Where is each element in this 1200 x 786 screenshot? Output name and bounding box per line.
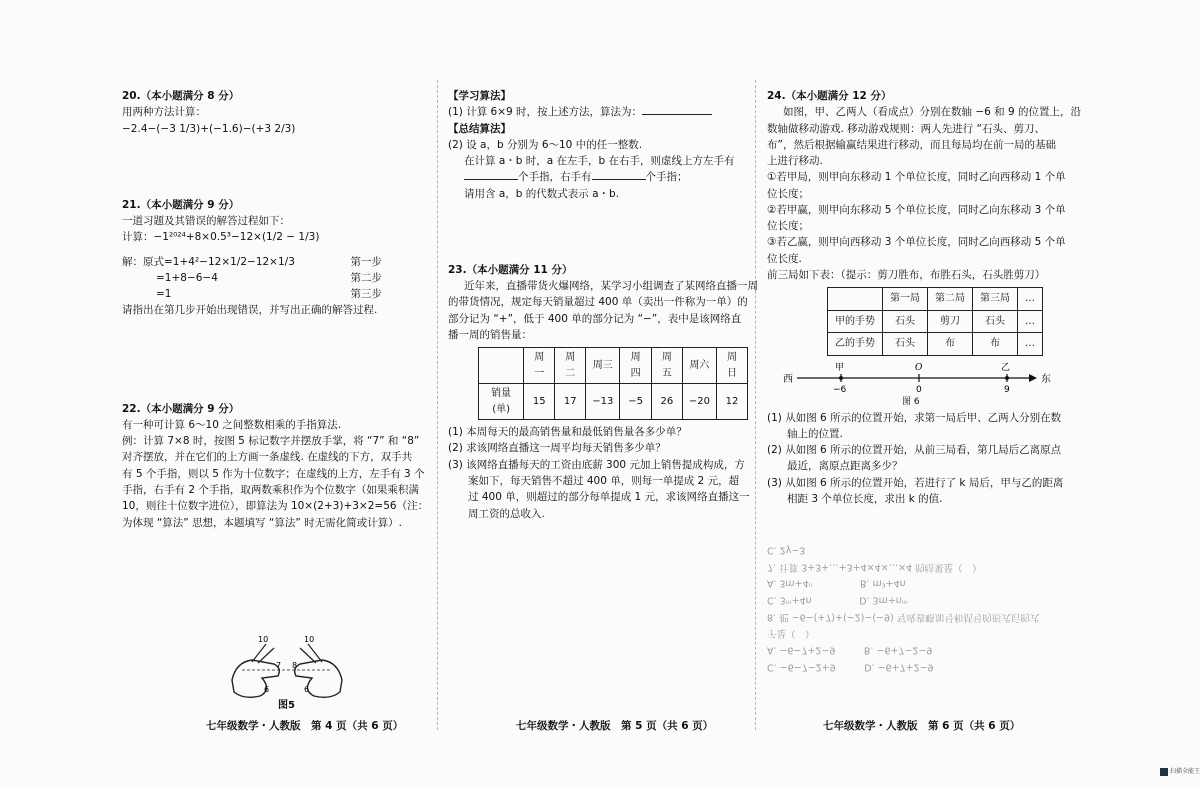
table-cell: … (1018, 310, 1043, 333)
axis-tick-label: 0 (916, 384, 922, 395)
rule-line: 位长度. (767, 252, 802, 265)
spacer (122, 137, 422, 197)
bleed-line: A. −6−7+2−9 B. −6+7−2−9 (767, 644, 933, 656)
column-divider (437, 80, 439, 730)
step-label: 第三步 (350, 288, 382, 301)
spacer (767, 507, 1067, 541)
table-cell: 周二 (555, 348, 586, 384)
question-22-line: 手指，右手有 2 个手指，取两数乘积作为个位数字（如果乘积满 (122, 483, 419, 496)
solution-text: 解：原式=1+4²−12×1/2−12×1/3 (122, 255, 295, 268)
question-24-line: 如图，甲、乙两人（看成点）分别在数轴 −6 和 9 的位置上，沿 (783, 106, 1082, 119)
question-23-sub: (1) 本周每天的最高销售量和最低销售量各多少单？ (448, 426, 687, 439)
table-cell: 甲的手势 (828, 310, 883, 333)
table-cell: 周一 (524, 348, 555, 384)
axis-tick-label: −6 (833, 384, 847, 395)
table-cell: 15 (524, 384, 555, 420)
question-22-line: 有一种可计算 6～10 之间整数相乘的手指算法. (122, 418, 342, 431)
scanner-watermark: 扫描全能王 (1160, 766, 1200, 776)
axis-tick-label: 9 (1004, 384, 1010, 395)
question-24-sub: (3) 从如图 6 所示的位置开始，若进行了 k 局后，甲与乙的距离 (767, 476, 1064, 489)
step-label: 第一步 (350, 255, 382, 268)
spacer (448, 202, 748, 262)
question-21-text: 一道习题及其错误的解答过程如下： (122, 215, 290, 228)
axis-jia-label: 甲 (835, 362, 845, 373)
question-23-line: 播一周的销售量： (448, 328, 532, 341)
table-row (479, 384, 748, 420)
bleed-line: A. 3m+4ⁿ B. m³+4n (767, 578, 906, 590)
axis-west-label: 西 (783, 373, 793, 385)
question-23-sub: 过 400 单，则超过的部分每单提成 1 元，求该网络直播这一 (468, 491, 750, 504)
table-cell: 销量(单) (479, 384, 524, 420)
table-cell: 周三 (586, 348, 620, 384)
question-21-ask: 请指出在第几步开始出现错误，并写出正确的解答过程. (122, 304, 378, 317)
question-24-line: 上进行移动. (767, 155, 823, 168)
question-22-line: 为体现 “算法” 思想，本题填写 “算法” 时无需化简或计算）. (122, 516, 402, 529)
question-24-header: 24.（本小题满分 12 分） (767, 90, 892, 102)
question-23-sub: 周工资的总收入. (468, 507, 545, 520)
spacer (122, 246, 422, 254)
left-column (122, 88, 429, 531)
rule-line: 位长度； (767, 187, 809, 200)
table-cell: 乙的手势 (828, 333, 883, 356)
question-24-sub: 最近，离原点距离多少？ (787, 460, 903, 473)
table-cell: 第三局 (973, 288, 1018, 311)
table-cell: … (1018, 333, 1043, 356)
table-cell: 第一局 (883, 288, 928, 311)
table-row (828, 333, 1043, 356)
rule-line: 前三局如下表：（提示：剪刀胜布，布胜石头，石头胜剪刀） (767, 268, 1046, 281)
bleed-line: 7. 计算 3+3+…+3+4×4×…×4 的结果是（ ） (767, 561, 982, 573)
table-cell: 剪刀 (928, 310, 973, 333)
bleed-line: 8. 把 −6−(+7)+(−2)−(−9) 写成省略加号和括号的形式后的式 (767, 611, 1040, 623)
table-cell: 石头 (973, 310, 1018, 333)
table-cell: … (1018, 288, 1043, 311)
solution-text: =1 (156, 288, 172, 301)
mirrored-bleed-through (767, 541, 1067, 674)
table-cell: 17 (555, 384, 586, 420)
table-cell (479, 348, 524, 384)
spacer (122, 379, 422, 401)
bleed-line: 子是（ ） (767, 627, 815, 639)
bleed-line: C. 2y−3 (767, 544, 806, 556)
bleed-line: C. 3ᵐ+4n D. 3m+nᵐ (767, 594, 908, 606)
question-20-text: 用两种方法计算： (122, 106, 206, 119)
scanner-logo-icon (1160, 768, 1168, 776)
question-22-line: 对齐摆放，并在它们的上方画一条虚线. 在虚线的下方，双手共 (122, 451, 413, 464)
solution-line-1 (122, 254, 382, 270)
table-cell: 石头 (883, 310, 928, 333)
number-line-figure (779, 360, 1059, 396)
table-cell: 周五 (651, 348, 682, 384)
question-24-line: 布”，然后根据输赢结果进行移动，而且每局均在前一局的基础 (767, 138, 1056, 151)
table-header-row (828, 288, 1043, 311)
table-cell: 12 (716, 384, 747, 420)
rule-line: ①若甲局，则甲向东移动 1 个单位长度，同时乙向西移动 1 个单 (767, 171, 1066, 184)
bleed-line: C. −6−7−2+9 D. −6+7+2−9 (767, 661, 934, 673)
right-column (767, 88, 1082, 674)
table-cell: 第二局 (928, 288, 973, 311)
summary-line: 在计算 a・b 时，a 在左手，b 在右手，则虚线上方左手有 (464, 155, 735, 168)
question-24-line: 数轴做移动游戏. 移动游戏规则：两人先进行 “石头、剪刀、 (767, 122, 1045, 135)
summary-blank-line: 个手指，右手有 个手指； (448, 169, 748, 185)
sales-table (478, 347, 748, 420)
rule-line: ③若乙赢，则甲向西移动 3 个单位长度，同时乙向西移动 5 个单 (767, 236, 1066, 249)
question-22-line: 10，则往十位数字进位），即算法为 10×(2+3)+3×2=56（注： (122, 500, 429, 513)
svg-text:6: 6 (304, 685, 310, 694)
step-label: 第二步 (350, 271, 382, 284)
axis-yi-label: 乙 (1001, 362, 1011, 373)
question-23-sub: 案如下，每天销售不超过 400 单，则每一单提成 2 元，超 (468, 474, 740, 487)
table-row (828, 310, 1043, 333)
table-cell: −20 (682, 384, 716, 420)
game-table (827, 287, 1043, 356)
question-24-sub: 相距 3 个单位长度，求出 k 的值. (787, 492, 943, 505)
question-22-line: 例：计算 7×8 时，按图 5 标记数字并摆放手掌，将 “7” 和 “8” (122, 435, 420, 448)
table-cell: 石头 (883, 333, 928, 356)
page-footer: 七年级数学・人教版 第 6 页（共 6 页） (823, 720, 1021, 732)
page-footer: 七年级数学・人教版 第 4 页（共 6 页） (206, 720, 404, 732)
svg-text:7: 7 (276, 661, 282, 670)
table-cell: 周六 (682, 348, 716, 384)
question-24-sub: (1) 从如图 6 所示的位置开始，求第一局后甲、乙两人分别在数 (767, 411, 1062, 424)
question-23-sub: (2) 求该网络直播这一周平均每天销售多少单？ (448, 442, 666, 455)
question-23-header: 23.（本小题满分 11 分） (448, 263, 573, 276)
table-header-row (479, 348, 748, 384)
solution-line-2 (122, 270, 382, 286)
summary-line: (2) 设 a，b 分别为 6～10 中的任一整数. (448, 138, 643, 151)
table-cell: 布 (973, 333, 1018, 356)
axis-east-label: 东 (1041, 373, 1051, 385)
summary-line: 请用含 a，b 的代数式表示 a・b. (464, 187, 620, 200)
table-cell: 周日 (716, 348, 747, 384)
table-cell: 周四 (620, 348, 652, 384)
figure-5-label: 图5 (278, 700, 295, 711)
question-24-sub: 轴上的位置. (787, 427, 843, 440)
svg-text:10: 10 (258, 635, 269, 644)
question-22-header: 22.（本小题满分 9 分） (122, 402, 240, 415)
question-22-line: 有 5 个手指，则以 5 作为十位数字；在虚线的上方，左手有 3 个 (122, 467, 425, 480)
learn-line: (1) 计算 6×9 时，按上述方法，算法为： (448, 104, 748, 120)
column-divider (755, 80, 757, 730)
section-summary-header: 【总结算法】 (448, 122, 511, 135)
table-cell: 26 (651, 384, 682, 420)
table-cell: 布 (928, 333, 973, 356)
question-23-sub: (3) 该网络直播每天的工资由底薪 300 元加上销售提成构成，方 (448, 458, 745, 471)
table-cell: −5 (620, 384, 652, 420)
question-21-calc: 计算：−1²⁰²⁴+8×0.5³−12×(1/2 − 1/3) (122, 231, 320, 244)
question-20-header: 20.（本小题满分 8 分） (122, 90, 240, 102)
table-cell (828, 288, 883, 311)
question-21-header: 21.（本小题满分 9 分） (122, 198, 240, 211)
svg-text:8: 8 (292, 661, 298, 670)
question-23-line: 的带货情况，规定每天销量超过 400 单（卖出一件称为一单）的 (448, 296, 748, 309)
middle-column (448, 88, 758, 522)
rule-line: ②若甲赢，则甲向东移动 5 个单位长度，同时乙向东移动 3 个单 (767, 203, 1066, 216)
question-20-expression: −2.4−(−3 1/3)+(−1.6)−(+3 2/3) (122, 122, 296, 135)
solution-line-3 (122, 286, 382, 302)
figure-6-label: 图 6 (902, 396, 920, 407)
axis-origin-label: O (915, 362, 923, 373)
svg-text:6: 6 (264, 685, 270, 694)
question-23-line: 部分记为 “+”，低于 400 单的部分记为 “−”，表中是该网络直 (448, 312, 742, 325)
page-footer: 七年级数学・人教版 第 5 页（共 6 页） (516, 720, 714, 732)
question-23-line: 近年来，直播带货火爆网络，某学习小组调查了某网络直播一周 (464, 280, 758, 293)
solution-text: =1+8−6−4 (156, 271, 218, 284)
svg-text:10: 10 (304, 635, 315, 644)
section-learn-header: 【学习算法】 (448, 90, 511, 102)
table-cell: −13 (586, 384, 620, 420)
question-24-sub: (2) 从如图 6 所示的位置开始，从前三局看，第几局后乙离原点 (767, 444, 1062, 457)
spacer (122, 319, 422, 379)
rule-line: 位长度； (767, 220, 809, 233)
